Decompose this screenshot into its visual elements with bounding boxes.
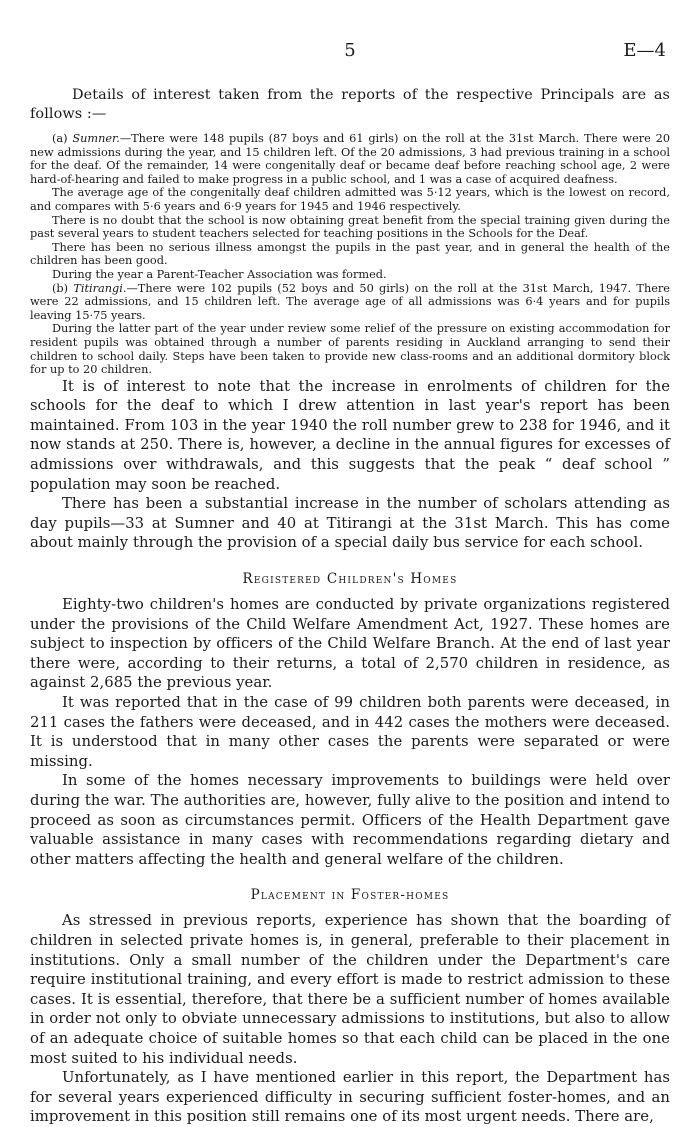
intro-paragraph: Details of interest taken from the reports of the respective Principals are as follows :— — [30, 87, 670, 122]
sumner-paragraph-4: There has been no serious illness amongst the pupils in the past year, and in general the health of the children has been good. — [30, 240, 670, 268]
foster-paragraph-1: As stressed in previous reports, experience has shown that the boarding of children in selected private homes is, in general, preferable to their placement in institutions. Only a small number of the children under the Department's care require institutional training, and every effort is made to restrict admission to these cases. It is essential, therefore, that there be a sufficient number of homes available in order not only to obviate unnecessary admissions to institutions, but also to allow of an adequate choice of suitable homes so that each child can be placed in the one most suited to his individual needs. — [30, 912, 670, 1067]
titirangi-paragraph-1 — [30, 282, 670, 323]
day-pupils-paragraph: There has been a substantial increase in the number of scholars attending as day pupils—33 at Sumner and 40 at Titirangi at the 31st March. This has come about mainly through the provision of a special daily bus service for each school. — [30, 495, 670, 552]
homes-paragraph-1: Eighty-two children's homes are conducted by private organizations registered under the provisions of the Child Welfare Amendment Act, 1927. These homes are subject to inspection by officers of the Child Welfare Branch. At the end of last year there were, according to their returns, a total of 2,570 children in residence, as against 2,685 the previous year. — [30, 596, 670, 692]
titirangi-paragraph-2: During the latter part of the year under review some relief of the pressure on existing accommodation for resident pupils was obtained through a number of parents residing in Auckland arranging to send their children to school daily. Steps have been taken to provide new class-rooms and an additional dormitory block for up to 20 children. — [30, 322, 670, 377]
sumner-label: (a) — [52, 132, 68, 145]
page-number: 5 — [344, 40, 356, 61]
section-heading-foster-homes: Placement in Foster-homes — [250, 887, 450, 904]
enrolment-paragraph: It is of interest to note that the increase in enrolments of children for the schools for the deaf to which I drew attention in last year's report has been maintained. From 103 in the year 1940 the roll number grew to 238 for 1946, and it now stands at 250. There is, however, a decline in the annual figures for excesses of admissions over withdrawals, and this suggests that the peak “ deaf school ” population may soon be reached. — [30, 377, 670, 493]
foster-paragraph-2: Unfortunately, as I have mentioned earlier in this report, the Department has for several years experienced difficulty in securing sufficient foster-homes, and an improvement in this position still remains one of its most urgent needs. There are, — [30, 1069, 670, 1126]
page-header — [30, 0, 670, 62]
sumner-paragraph-5: During the year a Parent-Teacher Association was formed. — [52, 267, 387, 281]
sumner-paragraph-2: The average age of the congenitally deaf children admitted was 5·12 years, which is the lowest on record, and compares with 5·6 years and 6·9 years for 1945 and 1946 respectively. — [30, 186, 670, 213]
titirangi-text-1: —There were 102 pupils (52 boys and 50 girls) on the roll at the 31st March, 1947. There were 22 admissions, and 15 children left. The average age of all admissions was 6·4 years and for pupils leaving 15·75 years. — [30, 281, 670, 322]
document-page — [30, 0, 671, 1126]
homes-paragraph-2: It was reported that in the case of 99 children both parents were deceased, in 211 cases the fathers were deceased, and in 442 cases the mothers were deceased. It is understood that in many other cases the parents were separated or were missing. — [30, 694, 670, 770]
sumner-name: Sumner. — [72, 132, 120, 145]
titirangi-name: Titirangi. — [73, 281, 127, 295]
titirangi-label: (b) — [52, 281, 69, 295]
sumner-paragraph-3: There is no doubt that the school is now obtaining great benefit from the special training given during the past several years to student teachers selected for teaching positions in the Schools for the Deaf. — [30, 213, 670, 241]
document-reference: E—4 — [623, 40, 666, 61]
sumner-text-1: —There were 148 pupils (87 boys and 61 girls) on the roll at the 31st March. There were 20 new admissions during the year, and 15 children left. Of the 20 admissions, 3 had previous training in a school for the deaf. Of the remainder, 14 were congenitally deaf or became deaf before reaching school age, 2 were hard-of-hearing and failed to make progress in a public school, and 1 was a case of acquired deafness. — [30, 132, 671, 186]
homes-paragraph-3: In some of the homes necessary improvements to buildings were held over during the war. The authorities are, however, fully alive to the position and intend to proceed as soon as circumstances permit. Officers of the Health Department gave valuable assistance in many cases with recommendations regarding dietary and other matters affecting the health and general welfare of the children. — [30, 772, 670, 868]
section-heading-registered-homes: Registered Children's Homes — [242, 571, 458, 588]
sumner-paragraph-1 — [30, 132, 670, 186]
